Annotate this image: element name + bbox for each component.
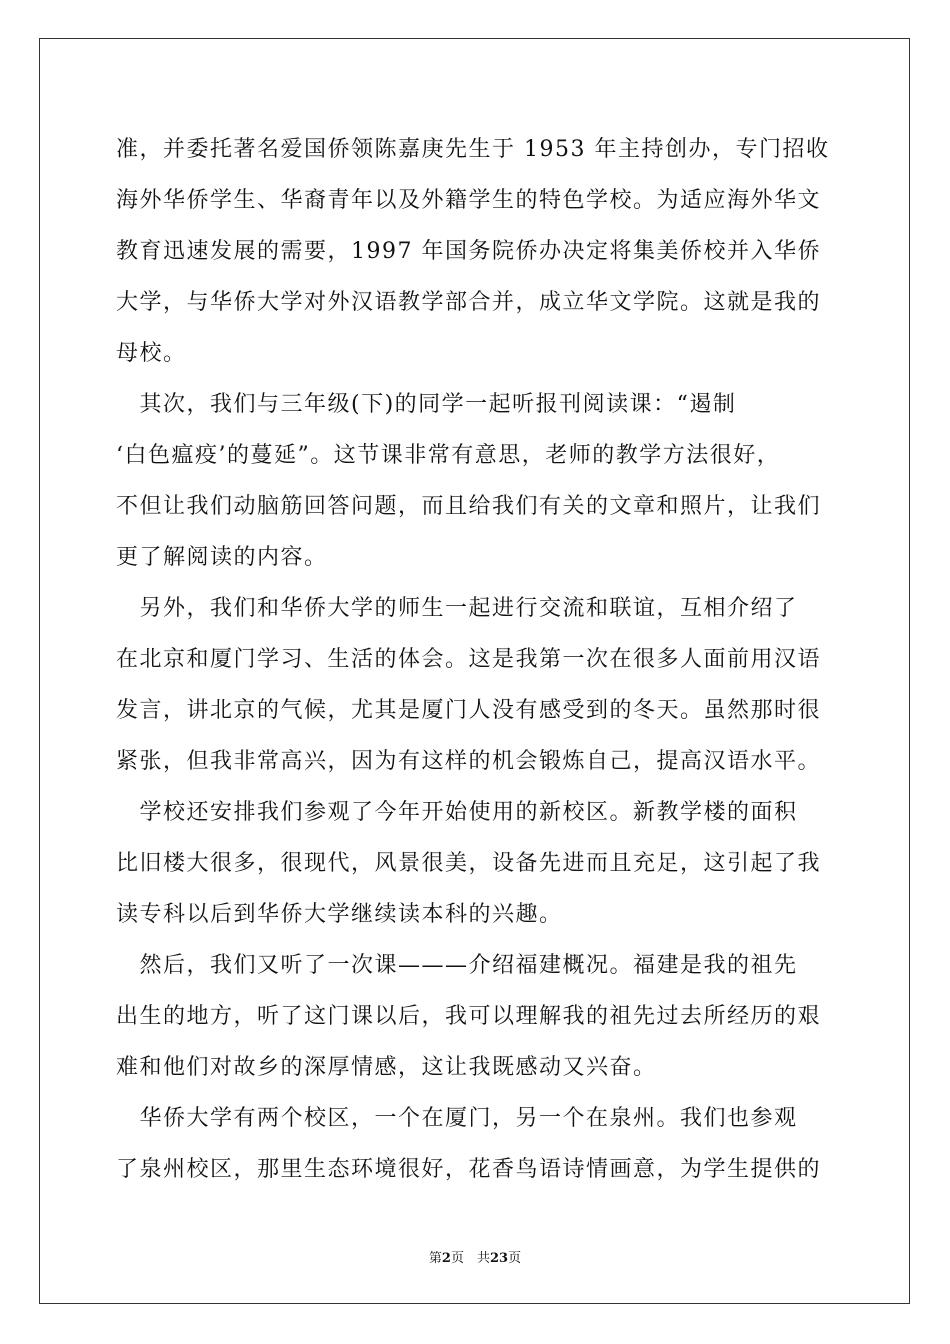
footer-mid: 页 共 [450,1251,490,1266]
text-line: 教育迅速发展的需要，1997 年国务院侨办决定将集美侨校并入华侨 [116,239,821,264]
paragraph [116,379,836,583]
paragraph [116,787,836,940]
text-line: 更了解阅读的内容。 [116,545,328,570]
text-line: 发言，讲北京的气候，尤其是厦门人没有感受到的冬天。虽然那时很 [116,698,822,723]
text-line: 难和他们对故乡的深厚情感，这让我既感动又兴奋。 [116,1055,657,1080]
text-line: 大学，与华侨大学对外汉语教学部合并，成立华文学院。这就是我的 [116,290,822,315]
text-line: 紧张，但我非常高兴，因为有这样的机会锻炼自己，提高汉语水平。 [116,749,822,774]
paragraph [116,124,836,379]
paragraph [116,583,836,787]
text-line: 其次，我们与三年级(下)的同学一起听报刊阅读课：“遏制 [116,392,737,417]
page-footer [0,1247,950,1266]
text-line: 准，并委托著名爱国侨领陈嘉庚先生于 1953 年主持创办，专门招收 [116,137,830,162]
text-line: 不但让我们动脑筋回答问题，而且给我们有关的文章和照片，让我们 [116,494,822,519]
text-line: 学校还安排我们参观了今年开始使用的新校区。新教学楼的面积 [116,800,798,825]
text-line: 了泉州校区，那里生态环境很好，花香鸟语诗情画意，为学生提供的 [116,1157,822,1182]
text-line: 比旧楼大很多，很现代，风景很美，设备先进而且充足，这引起了我 [116,851,822,876]
total-page-count: 23 [489,1251,509,1266]
footer-prefix: 第 [428,1251,442,1266]
paragraph [116,1093,836,1195]
text-line: 海外华侨学生、华裔青年以及外籍学生的特色学校。为适应海外华文 [116,188,822,213]
text-line: ‘白色瘟疫’的蔓延”。这节课非常有意思，老师的教学方法很好， [116,443,781,468]
paragraph [116,940,836,1093]
document-body [116,124,836,1195]
text-line: 另外，我们和华侨大学的师生一起进行交流和联谊，互相介绍了 [116,596,798,621]
text-line: 华侨大学有两个校区，一个在厦门，另一个在泉州。我们也参观 [116,1106,798,1131]
text-line: 出生的地方，听了这门课以后，我可以理解我的祖先过去所经历的艰 [116,1004,822,1029]
text-line: 母校。 [116,341,187,366]
current-page-number: 2 [441,1251,451,1266]
footer-suffix: 页 [508,1251,522,1266]
text-line: 在北京和厦门学习、生活的体会。这是我第一次在很多人面前用汉语 [116,647,822,672]
text-line: 读专科以后到华侨大学继续读本科的兴趣。 [116,902,563,927]
text-line: 然后，我们又听了一次课———介绍福建概况。福建是我的祖先 [116,953,798,978]
